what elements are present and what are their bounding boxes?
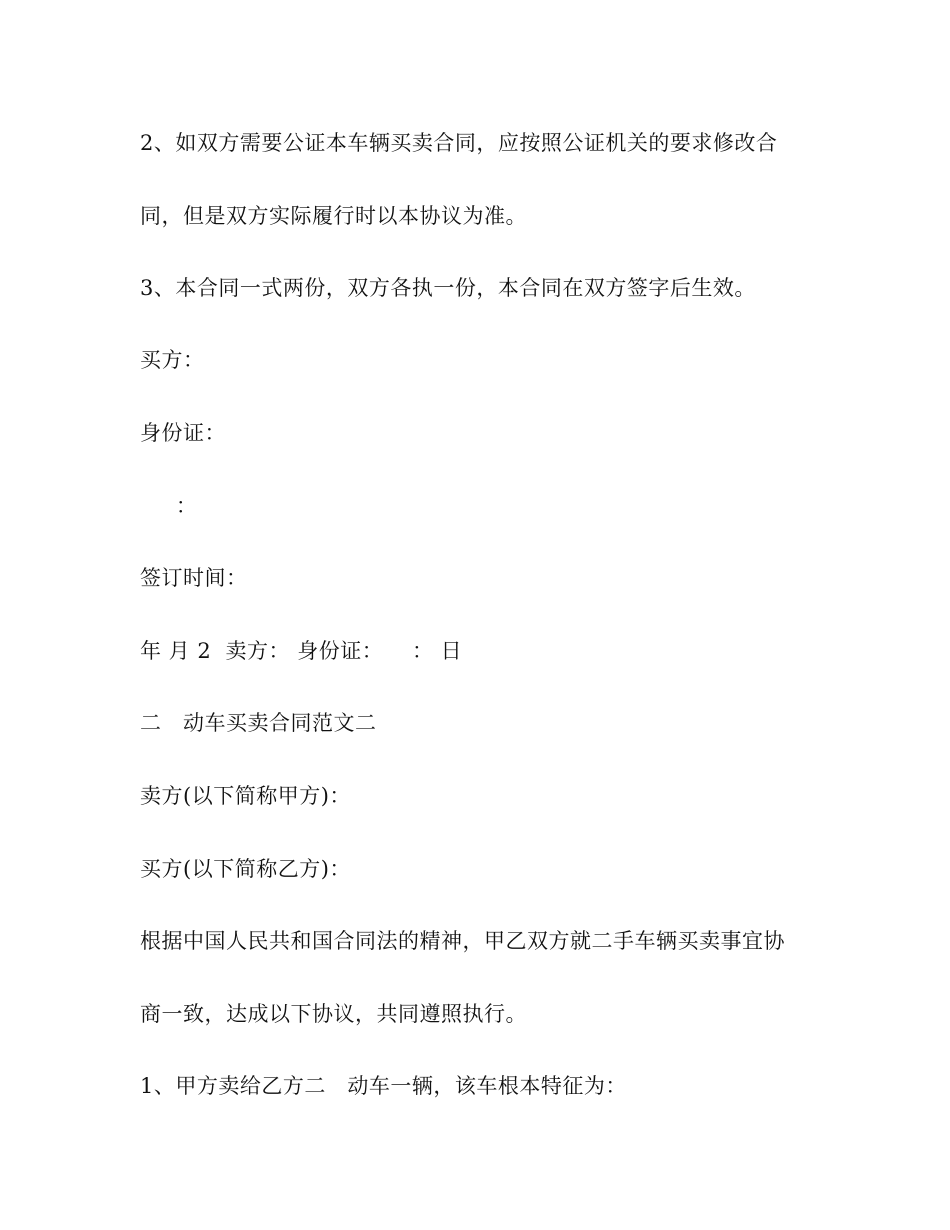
clause-2-notarization-line-2: 同，但是双方实际履行时以本协议为准。	[140, 204, 527, 228]
seller-party-a-label: 卖方(以下简称甲方)：	[140, 784, 351, 808]
clause-3-copies: 3、本合同一式两份，双方各执一份，本合同在双方签字后生效。	[140, 276, 756, 300]
buyer-party-b-label: 买方(以下简称乙方)：	[140, 857, 351, 881]
buyer-label: 买方：	[140, 348, 205, 372]
clause-1-vehicle-features: 1、甲方卖给乙方二 动车一辆，该车根本特征为：	[140, 1074, 627, 1098]
signing-time-label: 签订时间：	[140, 566, 248, 590]
clause-2-notarization-line-1: 2、如双方需要公证本车辆买卖合同，应按照公证机关的要求修改合	[140, 131, 778, 155]
date-seller-id-line: 年 月 2 卖方： 身份证： ： 日	[140, 639, 463, 663]
id-card-label: 身份证：	[140, 421, 226, 445]
preamble-line-2: 商一致，达成以下协议，共同遵照执行。	[140, 1002, 527, 1026]
blank-colon-line: ：	[140, 494, 198, 518]
section-heading-sample-two: 二 动车买卖合同范文二	[140, 711, 377, 735]
preamble-line-1: 根据中国人民共和国合同法的精神，甲乙双方就二手车辆买卖事宜协	[140, 929, 785, 953]
